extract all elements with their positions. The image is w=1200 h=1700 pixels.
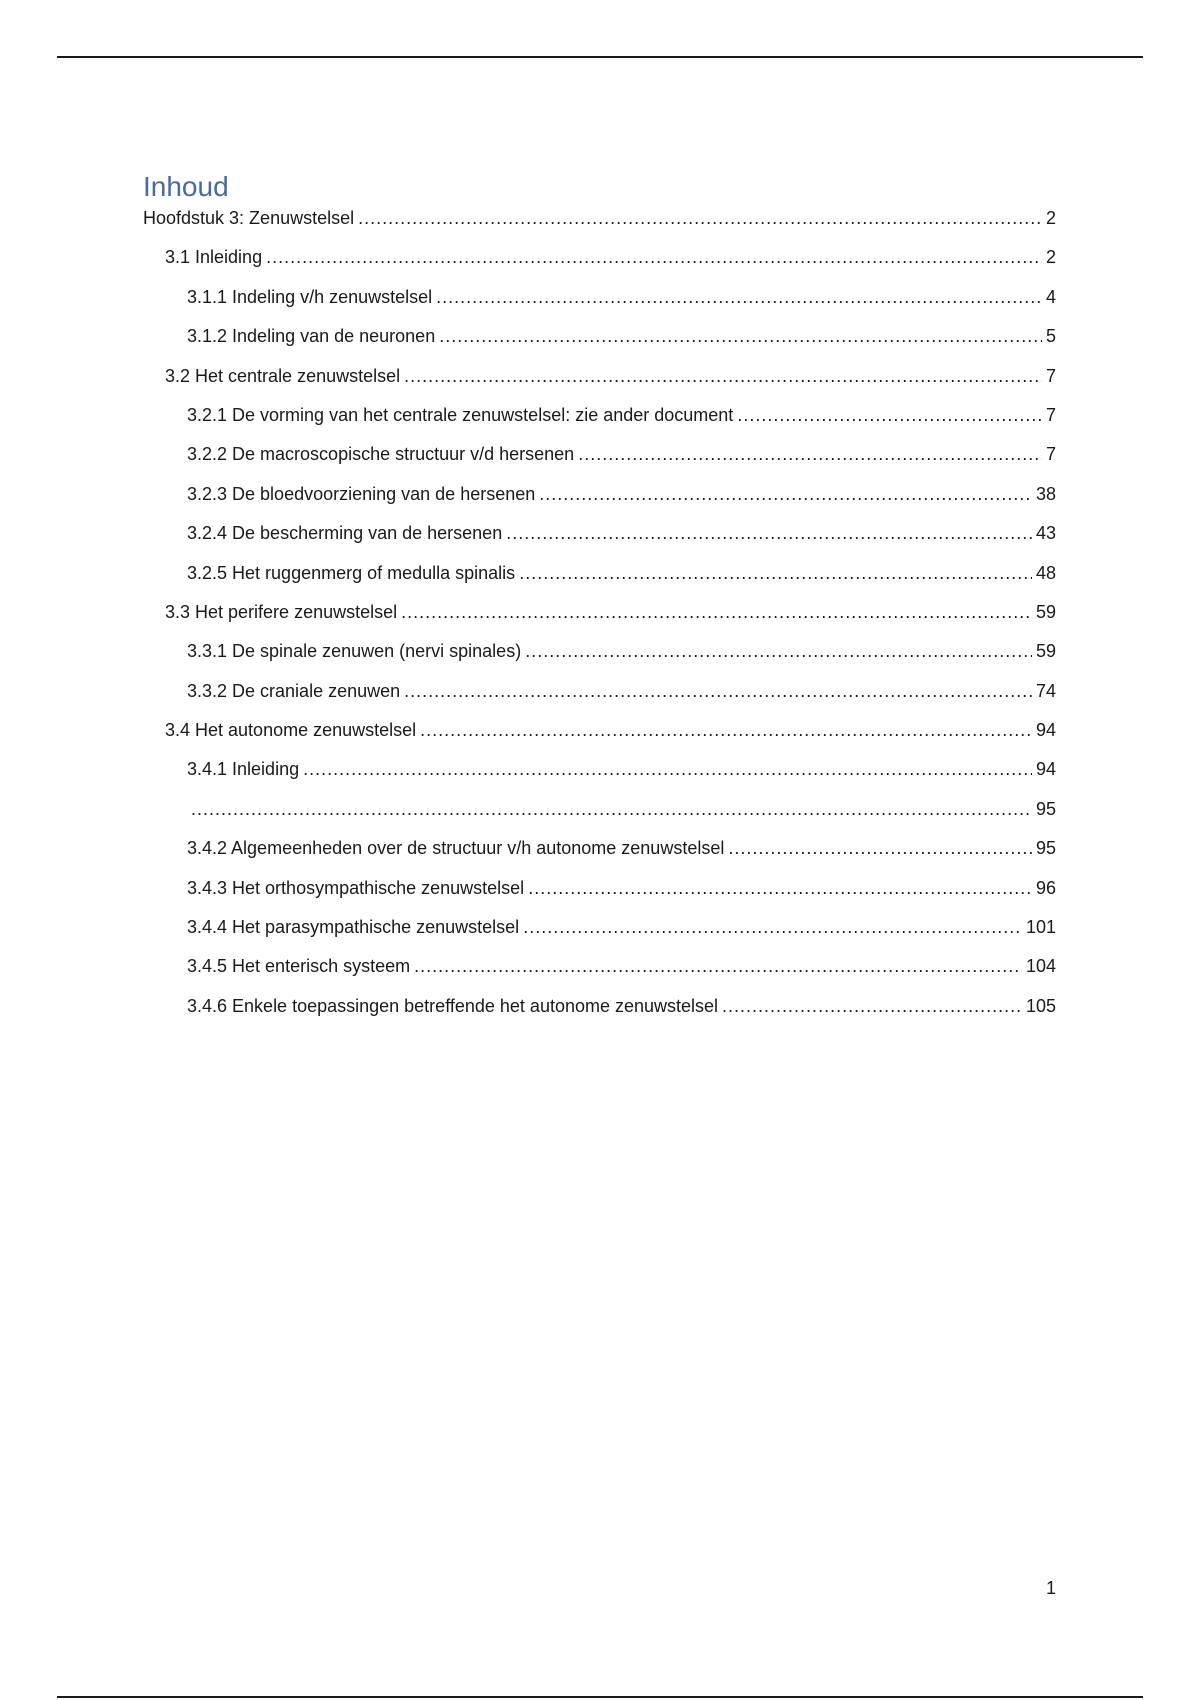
toc-entry-label: 3.2 Het centrale zenuwstelsel <box>165 365 401 386</box>
toc-dot-leader <box>414 956 1022 977</box>
toc-entry[interactable] <box>143 602 1056 641</box>
toc-dot-leader <box>404 366 1042 387</box>
toc-list <box>143 208 1056 1035</box>
toc-dot-leader <box>578 444 1042 465</box>
toc-entry[interactable] <box>143 956 1056 995</box>
toc-entry-page: 2 <box>1045 247 1056 268</box>
toc-dot-leader <box>523 917 1022 938</box>
toc-dot-leader <box>436 287 1042 308</box>
toc-dot-leader <box>539 484 1032 505</box>
toc-entry-page: 7 <box>1045 365 1056 386</box>
toc-entry-label: 3.4.2 Algemeenheden over de structuur v/h autonome zenuwstelsel <box>187 838 725 859</box>
toc-dot-leader <box>420 720 1032 741</box>
toc-dot-leader <box>401 602 1032 623</box>
header-rule <box>57 56 1143 58</box>
toc-entry[interactable] <box>143 366 1056 405</box>
toc-dot-leader <box>404 681 1032 702</box>
toc-entry[interactable] <box>143 405 1056 444</box>
footer-rule <box>57 1696 1143 1698</box>
toc-dot-leader <box>519 563 1032 584</box>
toc-dot-leader <box>439 326 1042 347</box>
toc-entry[interactable] <box>143 641 1056 680</box>
toc-entry-page: 74 <box>1035 680 1056 701</box>
toc-entry[interactable] <box>143 799 1056 838</box>
toc-entry[interactable] <box>143 917 1056 956</box>
toc-entry-label: 3.4.5 Het enterisch systeem <box>187 956 411 977</box>
toc-entry-label: 3.4 Het autonome zenuwstelsel <box>165 720 417 741</box>
toc-entry[interactable] <box>143 287 1056 326</box>
toc-entry-label: Hoofdstuk 3: Zenuwstelsel <box>143 208 355 228</box>
toc-entry[interactable] <box>143 878 1056 917</box>
toc-entry-label: 3.1.1 Indeling v/h zenuwstelsel <box>187 286 433 307</box>
toc-entry[interactable] <box>143 208 1056 247</box>
toc-entry-label: 3.1.2 Indeling van de neuronen <box>187 326 436 347</box>
toc-entry[interactable] <box>143 681 1056 720</box>
toc-entry-page: 7 <box>1045 404 1056 425</box>
page-number: 1 <box>1045 1578 1056 1598</box>
toc-entry[interactable] <box>143 563 1056 602</box>
toc-dot-leader <box>528 878 1032 899</box>
toc-title: Inhoud <box>143 171 229 202</box>
toc-dot-leader <box>191 799 1032 820</box>
toc-dot-leader <box>303 759 1032 780</box>
toc-entry[interactable] <box>143 247 1056 286</box>
toc-entry-label: 3.3.2 De craniale zenuwen <box>187 680 401 701</box>
toc-entry-label: 3.3.1 De spinale zenuwen (nervi spinales) <box>187 641 522 662</box>
toc-entry-page: 104 <box>1025 956 1056 977</box>
toc-dot-leader <box>266 247 1042 268</box>
toc-entry-page: 94 <box>1035 759 1056 780</box>
toc-entry-page: 4 <box>1045 286 1056 307</box>
table-of-contents <box>143 168 1056 1035</box>
toc-entry-label: 3.2.5 Het ruggenmerg of medulla spinalis <box>187 562 516 583</box>
toc-dot-leader <box>525 641 1032 662</box>
toc-entry-label: 3.4.1 Inleiding <box>187 759 300 780</box>
toc-entry-page: 105 <box>1025 995 1056 1016</box>
toc-entry[interactable] <box>143 444 1056 483</box>
toc-entry-label: 3.3 Het perifere zenuwstelsel <box>165 601 398 622</box>
toc-entry-page: 5 <box>1045 326 1056 347</box>
toc-entry[interactable] <box>143 838 1056 877</box>
toc-dot-leader <box>728 838 1032 859</box>
toc-entry-page: 48 <box>1035 562 1056 583</box>
toc-entry-page: 95 <box>1035 798 1056 819</box>
toc-entry-page: 2 <box>1045 208 1056 228</box>
toc-entry[interactable] <box>143 720 1056 759</box>
toc-dot-leader <box>722 996 1022 1017</box>
toc-entry-label: 3.4.4 Het parasympathische zenuwstelsel <box>187 917 520 938</box>
toc-entry-page: 7 <box>1045 444 1056 465</box>
toc-entry[interactable] <box>143 326 1056 365</box>
toc-entry-label: 3.2.3 De bloedvoorziening van de hersenen <box>187 483 536 504</box>
toc-dot-leader <box>358 208 1042 229</box>
toc-entry[interactable] <box>143 996 1056 1035</box>
toc-entry-label: 3.2.4 De bescherming van de hersenen <box>187 523 503 544</box>
toc-entry-label: 3.4.6 Enkele toepassingen betreffende het autonome zenuwstelsel <box>187 995 719 1016</box>
toc-entry-page: 94 <box>1035 720 1056 741</box>
toc-entry-page: 43 <box>1035 523 1056 544</box>
toc-entry-page: 95 <box>1035 838 1056 859</box>
toc-entry-page: 96 <box>1035 877 1056 898</box>
toc-entry-label: 3.4.3 Het orthosympathische zenuwstelsel <box>187 877 525 898</box>
toc-entry[interactable] <box>143 523 1056 562</box>
toc-dot-leader <box>737 405 1042 426</box>
toc-dot-leader <box>506 523 1032 544</box>
toc-entry-label: 3.1 Inleiding <box>165 247 263 268</box>
toc-entry[interactable] <box>143 759 1056 798</box>
toc-entry-page: 101 <box>1025 917 1056 938</box>
toc-entry-label: 3.2.2 De macroscopische structuur v/d hersenen <box>187 444 575 465</box>
toc-entry-page: 59 <box>1035 601 1056 622</box>
toc-entry-label: 3.2.1 De vorming van het centrale zenuwstelsel: zie ander document <box>187 404 734 425</box>
toc-entry-page: 38 <box>1035 483 1056 504</box>
toc-entry[interactable] <box>143 484 1056 523</box>
toc-entry-page: 59 <box>1035 641 1056 662</box>
